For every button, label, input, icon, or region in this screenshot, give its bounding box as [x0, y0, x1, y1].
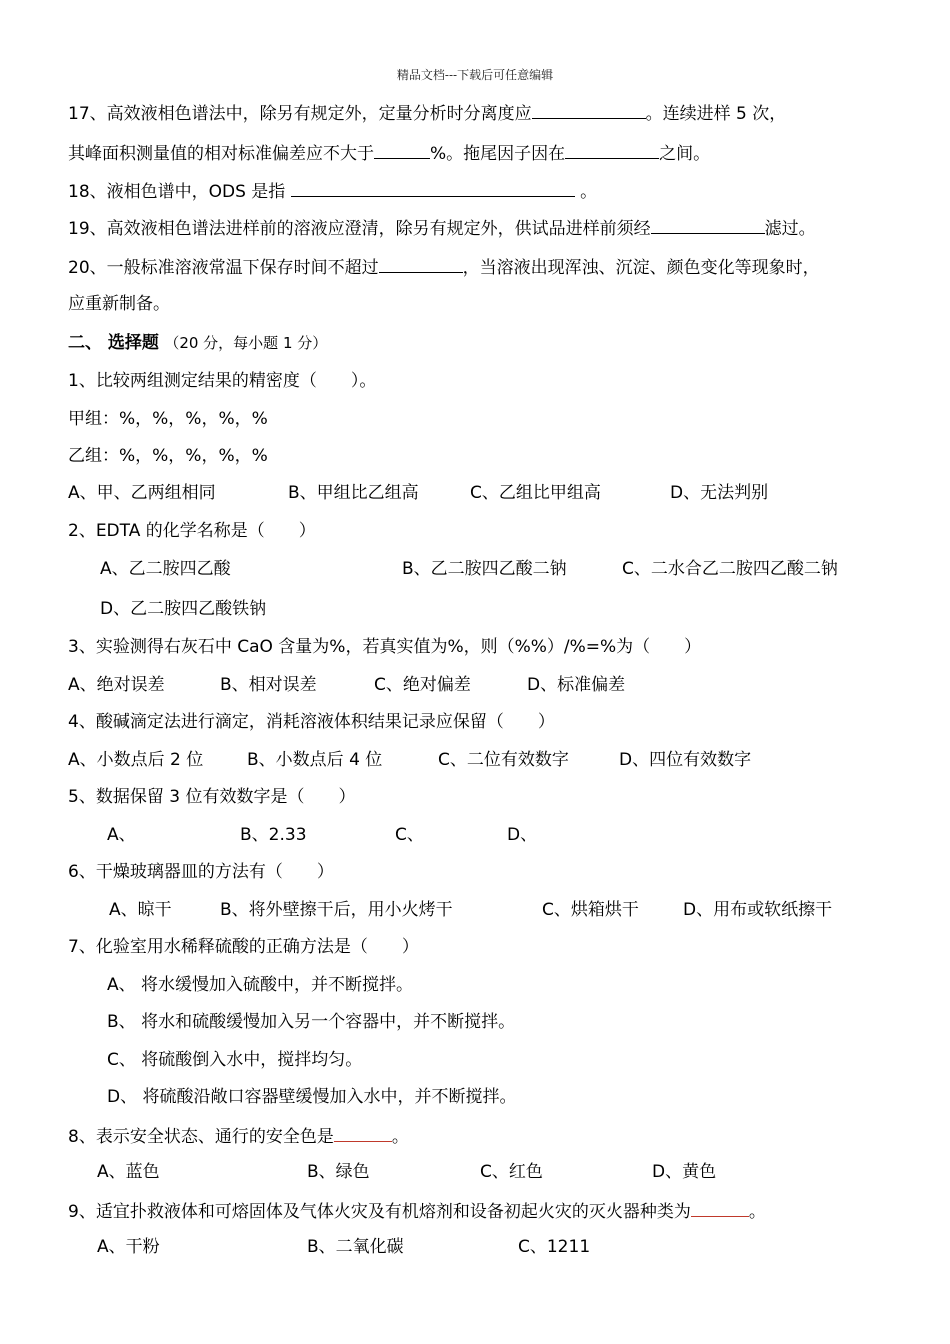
q2-stem: 2、EDTA 的化学名称是（ ）: [68, 521, 316, 541]
page-header: 精品文档---下载后可任意编辑: [396, 68, 554, 82]
q8-stem: 8、表示安全状态、通行的安全色是: [68, 1127, 334, 1147]
q1-group-a: 甲组：%，%，%，%，%: [68, 409, 268, 429]
q4-option-b[interactable]: B、小数点后 4 位: [247, 750, 383, 770]
q6-option-b[interactable]: B、将外壁擦干后，用小火烤干: [220, 900, 453, 920]
q4-stem: 4、酸碱滴定法进行滴定，消耗溶液体积结果记录应保留（ ）: [68, 712, 555, 732]
q19-blank[interactable]: [651, 215, 765, 234]
q8-option-a[interactable]: A、蓝色: [97, 1162, 160, 1182]
q2-option-a[interactable]: A、乙二胺四乙酸: [100, 559, 231, 579]
q3-option-a[interactable]: A、绝对误差: [68, 675, 165, 695]
q2-option-b[interactable]: B、乙二胺四乙酸二钠: [402, 559, 567, 579]
q8-stem-line: [68, 1123, 409, 1149]
q9-option-b[interactable]: B、二氧化碳: [307, 1237, 404, 1257]
q3-stem: 3、实验测得右灰石中 CaO 含量为%，若真实值为%，则（%%）/%=%为（ ）: [68, 637, 702, 657]
q9-end: 。: [748, 1202, 766, 1222]
question-17-line-2: [68, 140, 710, 166]
q6-option-c[interactable]: C、烘箱烘干: [542, 900, 639, 920]
q7-option-a[interactable]: A、 将水缓慢加入硫酸中，并不断搅拌。: [107, 975, 414, 995]
q17-blank-3[interactable]: [565, 140, 659, 159]
q6-stem: 6、干燥玻璃器皿的方法有（ ）: [68, 862, 334, 882]
q3-option-c[interactable]: C、绝对偏差: [374, 675, 471, 695]
q7-option-c[interactable]: C、 将硫酸倒入水中，搅拌均匀。: [107, 1050, 363, 1070]
question-17-line-1: [68, 100, 786, 126]
q5-stem: 5、数据保留 3 位有效数字是（ ）: [68, 787, 356, 807]
q5-option-d[interactable]: D、: [507, 825, 538, 845]
q7-option-b[interactable]: B、 将水和硫酸缓慢加入另一个容器中，并不断搅拌。: [107, 1012, 516, 1032]
q8-blank[interactable]: [334, 1123, 392, 1142]
q2-option-d[interactable]: D、乙二胺四乙酸铁钠: [100, 599, 267, 619]
q9-stem: 9、适宜扑救液体和可熔固体及气体火灾及有机熔剂和设备初起火灾的灭火器种类为: [68, 1202, 691, 1222]
q3-option-b[interactable]: B、相对误差: [220, 675, 317, 695]
q1-option-c[interactable]: C、乙组比甲组高: [470, 483, 601, 503]
q3-option-d[interactable]: D、标准偏差: [527, 675, 626, 695]
q17-text-d: %。拖尾因子因在: [430, 144, 566, 164]
q7-option-d[interactable]: D、 将硫酸沿敞口容器壁缓慢加入水中，并不断搅拌。: [107, 1087, 517, 1107]
q19-text-b: 滤过。: [764, 219, 816, 239]
q18-text-b: 。: [574, 182, 598, 202]
q17-text-e: 之间。: [659, 144, 711, 164]
q5-option-b[interactable]: B、2.33: [240, 825, 307, 845]
q20-text-a: 20、一般标准溶液常温下保存时间不超过: [68, 258, 379, 278]
q17-text-a: 17、高效液相色谱法中，除另有规定外，定量分析时分离度应: [68, 104, 532, 124]
q1-option-a[interactable]: A、甲、乙两组相同: [68, 483, 216, 503]
q1-option-d[interactable]: D、无法判别: [670, 483, 769, 503]
q9-blank[interactable]: [691, 1198, 749, 1217]
q20-text-b: ，当溶液出现浑浊、沉淀、颜色变化等现象时，: [462, 258, 820, 278]
section-2-heading: [68, 331, 327, 355]
q8-end: 。: [391, 1127, 409, 1147]
q18-blank[interactable]: [291, 178, 575, 197]
q4-option-a[interactable]: A、小数点后 2 位: [68, 750, 204, 770]
q8-option-d[interactable]: D、黄色: [652, 1162, 717, 1182]
question-18: [68, 178, 597, 204]
q5-option-c[interactable]: C、: [395, 825, 424, 845]
q5-option-a[interactable]: A、: [107, 825, 136, 845]
q17-text-c: 其峰面积测量值的相对标准偏差应不大于: [68, 144, 374, 164]
q20-blank[interactable]: [379, 254, 463, 273]
section-2-title: 二、 选择题: [68, 333, 159, 353]
question-20-line-1: [68, 254, 820, 280]
section-2-note: （20 分，每小题 1 分）: [164, 334, 328, 352]
q8-option-b[interactable]: B、绿色: [307, 1162, 370, 1182]
q19-text-a: 19、高效液相色谱法进样前的溶液应澄清，除另有规定外，供试品进样前须经: [68, 219, 651, 239]
q9-stem-line: [68, 1198, 766, 1224]
q1-stem: 1、比较两组测定结果的精密度（ ）。: [68, 371, 377, 391]
q2-option-c[interactable]: C、二水合乙二胺四乙酸二钠: [622, 559, 838, 579]
q1-group-b: 乙组：%，%，%，%，%: [68, 446, 268, 466]
question-19: [68, 215, 816, 241]
q6-option-a[interactable]: A、晾干: [109, 900, 172, 920]
q4-option-d[interactable]: D、四位有效数字: [619, 750, 752, 770]
q17-text-b: 。连续进样 5 次，: [645, 104, 787, 124]
q4-option-c[interactable]: C、二位有效数字: [438, 750, 569, 770]
q8-option-c[interactable]: C、红色: [480, 1162, 543, 1182]
q9-option-c[interactable]: C、1211: [518, 1237, 591, 1257]
q7-stem: 7、化验室用水稀释硫酸的正确方法是（ ）: [68, 937, 419, 957]
q17-blank-2[interactable]: [374, 140, 430, 159]
q6-option-d[interactable]: D、用布或软纸擦干: [683, 900, 833, 920]
q18-text-a: 18、液相色谱中，ODS 是指: [68, 182, 291, 202]
q9-option-a[interactable]: A、干粉: [97, 1237, 160, 1257]
q17-blank-1[interactable]: [532, 100, 646, 119]
question-20-line-2: 应重新制备。: [68, 294, 170, 314]
q1-option-b[interactable]: B、甲组比乙组高: [288, 483, 419, 503]
